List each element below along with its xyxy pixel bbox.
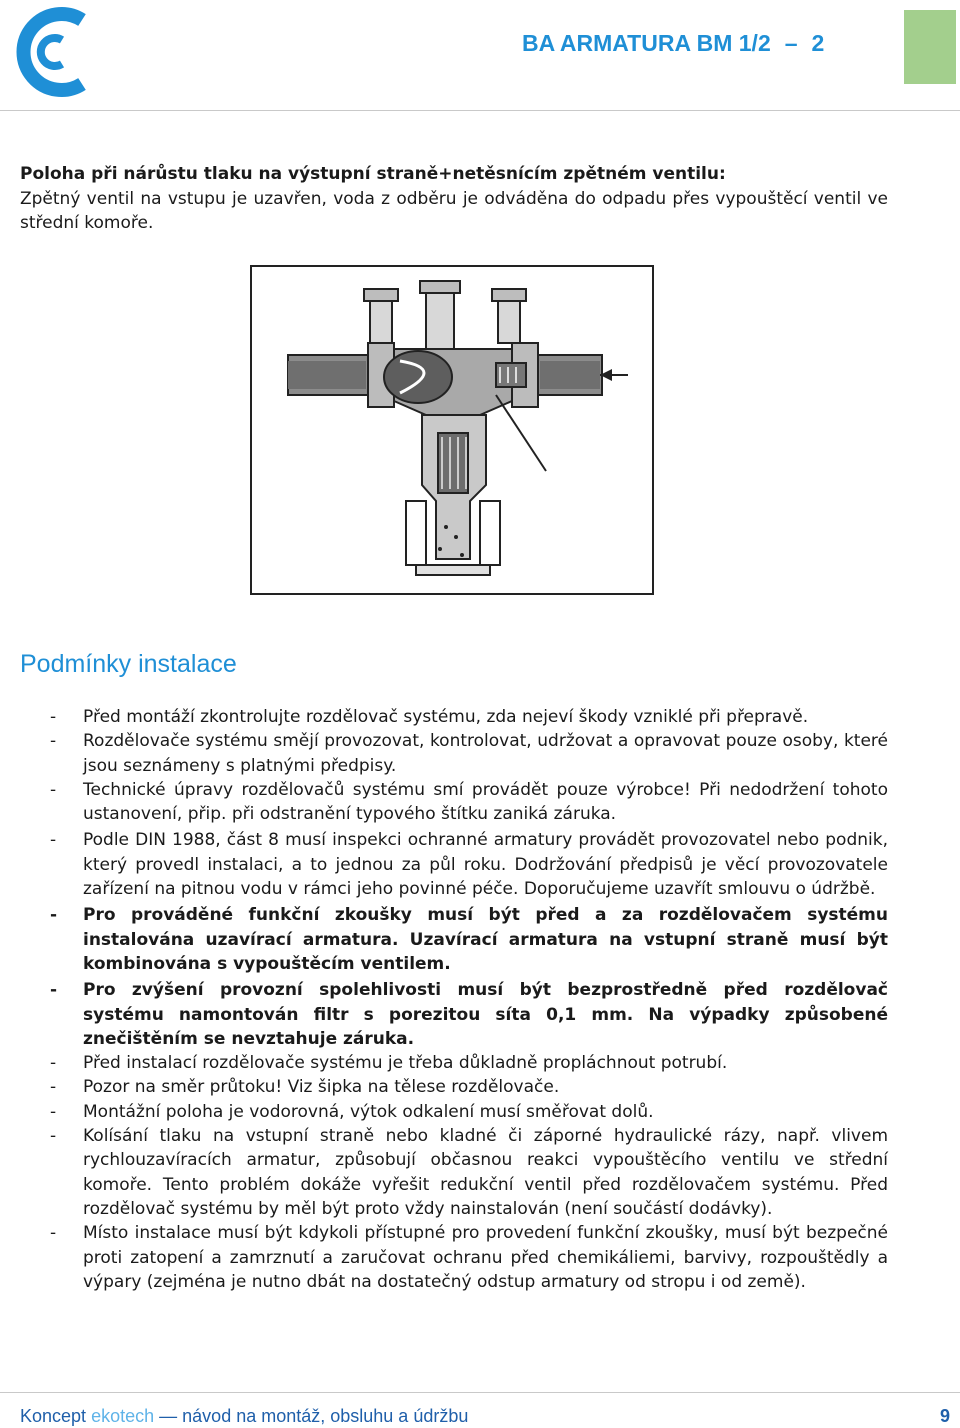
- header-title-number: 2: [811, 30, 825, 56]
- valve-cross-section-icon: [250, 265, 654, 595]
- intro-block: [20, 162, 888, 236]
- header-accent-box: [904, 10, 956, 84]
- list-item: - Pro prováděné funkční zkoušky musí být před a za rozdělovačem systému instalována uzavírací armatura. Uzavírací armatura na vstupní straně musí být kombinována s vypouštěcím ventilem.: [20, 903, 888, 976]
- footer-brand-ekotech: ekotech: [91, 1406, 155, 1426]
- list-item: - Rozdělovače systému smějí provozovat, kontrolovat, udržovat a opravovat pouze osoby, které jsou seznámeny s platnými předpisy.: [20, 729, 888, 778]
- company-logo-icon: [4, 4, 96, 100]
- header-divider: [0, 110, 960, 111]
- footer-dash: —: [159, 1406, 178, 1426]
- document-header-title: [522, 30, 878, 57]
- footer-text: návod na montáž, obsluhu a údržbu: [182, 1406, 469, 1426]
- footer-divider: [0, 1392, 960, 1393]
- list-item: - Technické úpravy rozdělovačů systému smí provádět pouze výrobce! Při nedodržení tohoto ustanovení, přip. při odstranění typového štítku zaniká záruka.: [20, 778, 888, 827]
- list-item: - Montážní poloha je vodorovná, výtok odkalení musí směřovat dolů.: [20, 1100, 888, 1124]
- page-number: 9: [940, 1406, 951, 1426]
- list-item: - Kolísání tlaku na vstupní straně nebo kladné či záporné hydraulické rázy, např. vlivem rychlouzavíracích armatur, způsobují občasnou reakci vypouštěcího ventilu ve střední komoře. Tento problém dokáže vyřešit redukční ventil před rozdělovačem systému. Před rozdělovač systému by měl být proto vždy nainstalován (není součástí dodávky).: [20, 1124, 888, 1221]
- footer-brand-koncept: Koncept: [20, 1406, 87, 1426]
- page-footer: [20, 1406, 468, 1427]
- list-item: - Místo instalace musí být kdykoli přístupné pro provedení funkční zkoušky, musí být bezpečné proti zatopení a zamrznutí a zaručovat ochranu před chemikáliemi, barvivy, rozpouštědly a výpary (zejména je nutno dbát na dostatečný odstup armatury od stropu i od země).: [20, 1221, 888, 1294]
- list-item: - Pro zvýšení provozní spolehlivosti musí být bezprostředně před rozdělovač systému namontován filtr s porezitou síta 0,1 mm. Na výpadky způsobené znečištěním se nevztahuje záruka.: [20, 978, 888, 1051]
- intro-text: Zpětný ventil na vstupu je uzavřen, voda z odběru je odváděna do odpadu přes vypouštěcí ventil ve střední komoře.: [20, 188, 888, 233]
- header-title-separator: –: [784, 30, 798, 56]
- list-item: - Před montáží zkontrolujte rozdělovač systému, zda nejeví škody vzniklé při přepravě.: [20, 705, 888, 729]
- list-item: - Před instalací rozdělovače systému je třeba důkladně propláchnout potrubí.: [20, 1051, 888, 1075]
- intro-heading: Poloha při nárůstu tlaku na výstupní straně+netěsnícím zpětném ventilu:: [20, 164, 726, 184]
- installation-conditions-list: [20, 705, 888, 1294]
- header-title-main: BA ARMATURA BM 1/2: [522, 30, 771, 56]
- section-title: Podmínky instalace: [20, 650, 237, 678]
- list-item: - Podle DIN 1988, část 8 musí inspekci ochranné armatury provádět provozovatel nebo podnik, který provedl instalaci, a to jednou za půl roku. Dodržování předpisů je věcí provozovatele zařízení na pitnou vodu v rámci jeho povinné péče. Doporučujeme uzavřít smlouvu o údržbě.: [20, 828, 888, 901]
- list-item: - Pozor na směr průtoku! Viz šipka na tělese rozdělovače.: [20, 1075, 888, 1099]
